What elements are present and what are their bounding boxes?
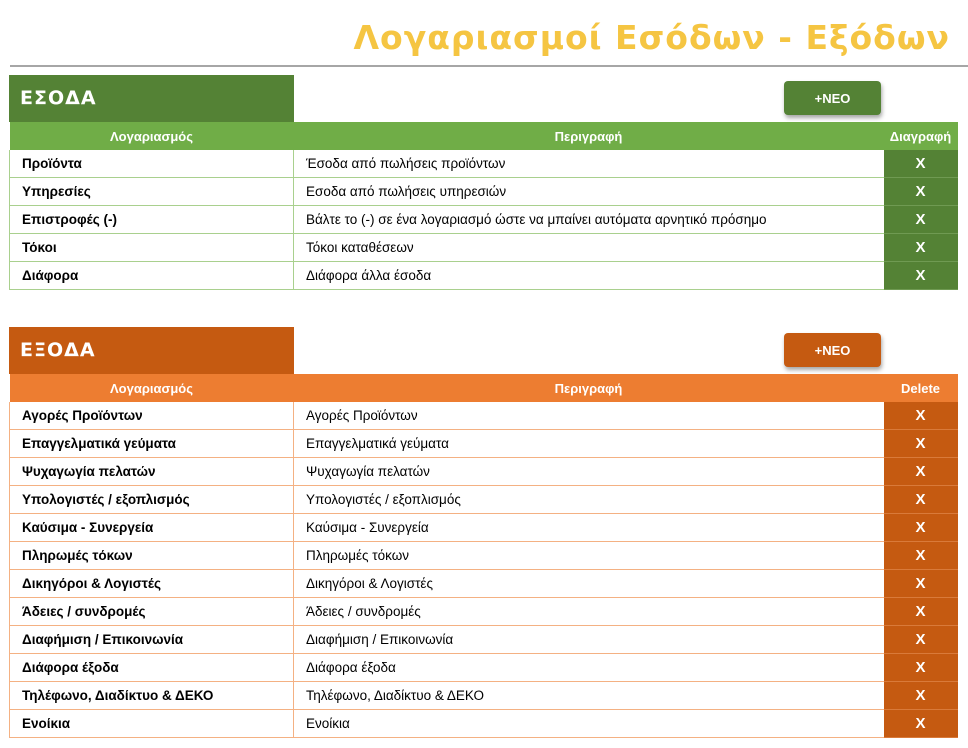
account-cell[interactable]: Δικηγόροι & Λογιστές (10, 570, 294, 598)
page-title: Λογαριασμοί Εσόδων - Εξόδων (353, 18, 950, 57)
column-header-description[interactable]: Περιγραφή (294, 374, 884, 402)
delete-row-button[interactable]: X (884, 150, 958, 178)
income-table-row[interactable] (10, 178, 958, 206)
column-header-account[interactable]: Λογαριασμός (10, 374, 294, 402)
income-table-row[interactable] (10, 234, 958, 262)
account-cell[interactable]: Διαφήμιση / Επικοινωνία (10, 626, 294, 654)
account-cell[interactable]: Διάφορα (10, 262, 294, 290)
expense-table-row[interactable] (10, 486, 958, 514)
description-cell[interactable]: Τηλέφωνο, Διαδίκτυο & ΔΕΚΟ (294, 682, 884, 710)
new-expense-button[interactable]: +ΝΕΟ (784, 333, 881, 367)
expense-table-body (10, 402, 958, 738)
expense-table-row[interactable] (10, 542, 958, 570)
delete-row-button[interactable]: X (884, 682, 958, 710)
income-table-row[interactable] (10, 150, 958, 178)
expense-header (9, 327, 957, 374)
delete-row-button[interactable]: X (884, 178, 958, 206)
expense-table-row[interactable] (10, 458, 958, 486)
account-cell[interactable]: Υπολογιστές / εξοπλισμός (10, 486, 294, 514)
column-header-account[interactable]: Λογαριασμός (10, 122, 294, 150)
description-cell[interactable]: Καύσιμα - Συνεργεία (294, 514, 884, 542)
account-cell[interactable]: Ενοίκια (10, 710, 294, 738)
expense-table (9, 374, 958, 738)
delete-row-button[interactable]: X (884, 542, 958, 570)
column-header-description[interactable]: Περιγραφή (294, 122, 884, 150)
account-cell[interactable]: Διάφορα έξοδα (10, 654, 294, 682)
delete-row-button[interactable]: X (884, 514, 958, 542)
column-header-delete[interactable]: Delete (884, 374, 958, 402)
description-cell[interactable]: Έσοδα από πωλήσεις προϊόντων (294, 150, 884, 178)
description-cell[interactable]: Ψυχαγωγία πελατών (294, 458, 884, 486)
description-cell[interactable]: Υπολογιστές / εξοπλισμός (294, 486, 884, 514)
title-divider (10, 65, 968, 67)
description-cell[interactable]: Αγορές Προϊόντων (294, 402, 884, 430)
delete-row-button[interactable]: X (884, 402, 958, 430)
description-cell[interactable]: Βάλτε το (-) σε ένα λογαριασμό ώστε να μπαίνει αυτόματα αρνητικό πρόσημο (294, 206, 884, 234)
income-table-row[interactable] (10, 262, 958, 290)
account-cell[interactable]: Τηλέφωνο, Διαδίκτυο & ΔΕΚΟ (10, 682, 294, 710)
expense-section-title: ΕΞΟΔΑ (9, 327, 294, 374)
account-cell[interactable]: Προϊόντα (10, 150, 294, 178)
income-table (9, 122, 958, 290)
expense-table-row[interactable] (10, 598, 958, 626)
description-cell[interactable]: Ενοίκια (294, 710, 884, 738)
description-cell[interactable]: Διαφήμιση / Επικοινωνία (294, 626, 884, 654)
delete-row-button[interactable]: X (884, 458, 958, 486)
description-cell[interactable]: Άδειες / συνδρομές (294, 598, 884, 626)
income-table-body (10, 150, 958, 290)
expense-table-row[interactable] (10, 626, 958, 654)
delete-row-button[interactable]: X (884, 430, 958, 458)
new-income-button[interactable]: +ΝΕΟ (784, 81, 881, 115)
account-cell[interactable]: Επιστροφές (-) (10, 206, 294, 234)
income-table-header-row (10, 122, 958, 150)
delete-row-button[interactable]: X (884, 654, 958, 682)
account-cell[interactable]: Άδειες / συνδρομές (10, 598, 294, 626)
income-table-row[interactable] (10, 206, 958, 234)
description-cell[interactable]: Διάφορα άλλα έσοδα (294, 262, 884, 290)
expense-table-row[interactable] (10, 710, 958, 738)
expense-table-row[interactable] (10, 654, 958, 682)
description-cell[interactable]: Δικηγόροι & Λογιστές (294, 570, 884, 598)
delete-row-button[interactable]: X (884, 570, 958, 598)
income-section-title: ΕΣΟΔΑ (9, 75, 294, 122)
delete-row-button[interactable]: X (884, 598, 958, 626)
description-cell[interactable]: Διάφορα έξοδα (294, 654, 884, 682)
expense-table-row[interactable] (10, 570, 958, 598)
delete-row-button[interactable]: X (884, 262, 958, 290)
account-cell[interactable]: Επαγγελματικά γεύματα (10, 430, 294, 458)
account-cell[interactable]: Υπηρεσίες (10, 178, 294, 206)
column-header-delete[interactable]: Διαγραφή (884, 122, 958, 150)
delete-row-button[interactable]: X (884, 206, 958, 234)
delete-row-button[interactable]: X (884, 626, 958, 654)
description-cell[interactable]: Τόκοι καταθέσεων (294, 234, 884, 262)
description-cell[interactable]: Επαγγελματικά γεύματα (294, 430, 884, 458)
income-section (9, 75, 957, 290)
account-cell[interactable]: Τόκοι (10, 234, 294, 262)
expense-table-row[interactable] (10, 682, 958, 710)
expense-table-header-row (10, 374, 958, 402)
delete-row-button[interactable]: X (884, 710, 958, 738)
expense-table-row[interactable] (10, 514, 958, 542)
expense-section (9, 327, 957, 738)
account-cell[interactable]: Πληρωμές τόκων (10, 542, 294, 570)
income-header (9, 75, 957, 122)
account-cell[interactable]: Αγορές Προϊόντων (10, 402, 294, 430)
account-cell[interactable]: Ψυχαγωγία πελατών (10, 458, 294, 486)
description-cell[interactable]: Πληρωμές τόκων (294, 542, 884, 570)
delete-row-button[interactable]: X (884, 486, 958, 514)
delete-row-button[interactable]: X (884, 234, 958, 262)
expense-table-row[interactable] (10, 402, 958, 430)
description-cell[interactable]: Εσοδα από πωλήσεις υπηρεσιών (294, 178, 884, 206)
account-cell[interactable]: Καύσιμα - Συνεργεία (10, 514, 294, 542)
expense-table-row[interactable] (10, 430, 958, 458)
